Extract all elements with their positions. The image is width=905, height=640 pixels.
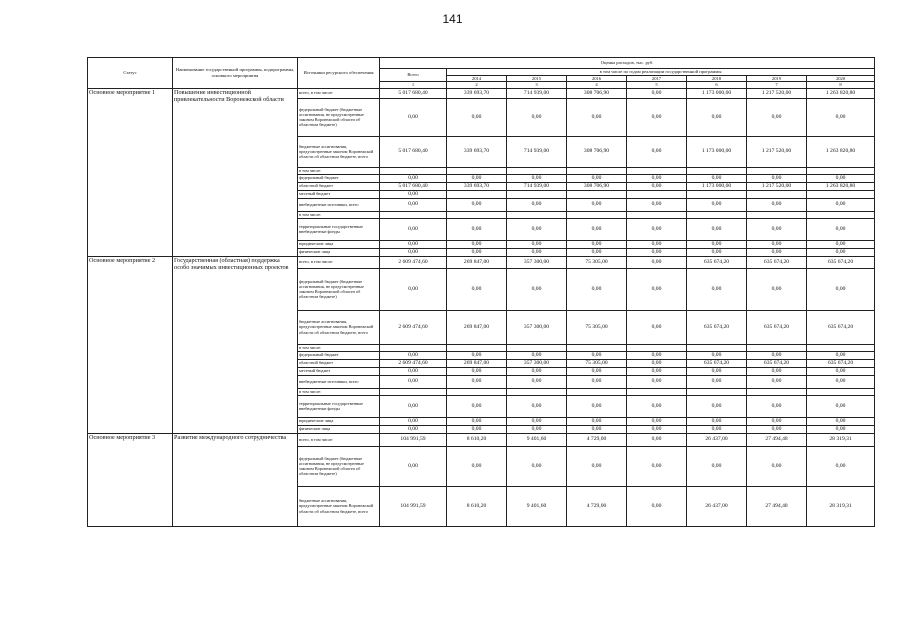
source-cell: внебюджетные источники, всего bbox=[298, 198, 380, 211]
value-cell: 5 017 680,40 bbox=[380, 182, 447, 190]
value-cell: 0,00 bbox=[687, 248, 747, 256]
value-cell bbox=[687, 211, 747, 218]
source-cell: федеральный бюджет bbox=[298, 351, 380, 359]
value-cell: 0,00 bbox=[747, 375, 807, 388]
value-cell: 0,00 bbox=[507, 417, 567, 425]
value-cell bbox=[447, 211, 507, 218]
header-col-number: 5 bbox=[627, 82, 687, 89]
value-cell: 27 494,48 bbox=[747, 486, 807, 526]
value-cell: 0,00 bbox=[807, 351, 875, 359]
value-cell: 0,00 bbox=[507, 218, 567, 240]
value-cell: 0,00 bbox=[747, 198, 807, 211]
value-cell: 0,00 bbox=[627, 351, 687, 359]
value-cell: 9 401,60 bbox=[507, 486, 567, 526]
value-cell: 0,00 bbox=[747, 367, 807, 375]
value-cell: 0,00 bbox=[807, 446, 875, 486]
value-cell: 0,00 bbox=[380, 268, 447, 310]
value-cell: 635 674,20 bbox=[747, 359, 807, 367]
value-cell: 0,00 bbox=[447, 446, 507, 486]
value-cell bbox=[687, 388, 747, 395]
value-cell: 0,00 bbox=[447, 218, 507, 240]
value-cell bbox=[380, 388, 447, 395]
value-cell: 0,00 bbox=[627, 98, 687, 136]
value-cell: 357 300,00 bbox=[507, 359, 567, 367]
source-cell: бюджетные ассигнования, предусмотренные законом Воронежской области об областном бюджете, всего bbox=[298, 310, 380, 344]
header-year: 2014 bbox=[447, 75, 507, 82]
header-by-years: в том числе по годам реализации государственной программы bbox=[447, 69, 875, 76]
source-cell: юридические лица bbox=[298, 417, 380, 425]
value-cell: 0,00 bbox=[627, 136, 687, 167]
header-year: 2016 bbox=[567, 75, 627, 82]
value-cell: 714 939,00 bbox=[507, 88, 567, 98]
value-cell bbox=[380, 344, 447, 351]
value-cell: 308 706,90 bbox=[567, 182, 627, 190]
value-cell bbox=[807, 344, 875, 351]
value-cell: 0,00 bbox=[380, 218, 447, 240]
value-cell: 0,00 bbox=[567, 375, 627, 388]
value-cell: 1 173 000,00 bbox=[687, 136, 747, 167]
value-cell bbox=[807, 190, 875, 198]
value-cell: 0,00 bbox=[380, 446, 447, 486]
value-cell: 26 437,00 bbox=[687, 486, 747, 526]
value-cell: 0,00 bbox=[747, 240, 807, 248]
value-cell: 0,00 bbox=[447, 351, 507, 359]
value-cell: 1 217 520,00 bbox=[747, 136, 807, 167]
value-cell: 0,00 bbox=[687, 98, 747, 136]
value-cell bbox=[627, 388, 687, 395]
value-cell: 0,00 bbox=[807, 198, 875, 211]
value-cell: 0,00 bbox=[567, 198, 627, 211]
header-year: 2020 bbox=[807, 75, 875, 82]
source-cell: юридические лица bbox=[298, 240, 380, 248]
header-row bbox=[88, 58, 875, 69]
value-cell: 308 706,90 bbox=[567, 136, 627, 167]
value-cell: 0,00 bbox=[807, 174, 875, 182]
value-cell: 0,00 bbox=[507, 367, 567, 375]
header-source: Источники ресурсного обеспечения bbox=[298, 58, 380, 89]
value-cell: 0,00 bbox=[507, 248, 567, 256]
source-cell: всего, в том числе: bbox=[298, 88, 380, 98]
source-cell: территориальные государственные внебюджетные фонды bbox=[298, 395, 380, 417]
value-cell: 0,00 bbox=[807, 367, 875, 375]
value-cell: 0,00 bbox=[807, 375, 875, 388]
source-cell: бюджетные ассигнования, предусмотренные законом Воронежской области об областном бюджете, всего bbox=[298, 486, 380, 526]
header-col-number: 2 bbox=[447, 82, 507, 89]
value-cell bbox=[507, 190, 567, 198]
value-cell: 0,00 bbox=[627, 240, 687, 248]
value-cell: 0,00 bbox=[627, 375, 687, 388]
value-cell: 308 706,90 bbox=[567, 88, 627, 98]
value-cell: 0,00 bbox=[507, 425, 567, 433]
value-cell: 0,00 bbox=[627, 359, 687, 367]
value-cell: 0,00 bbox=[627, 425, 687, 433]
value-cell bbox=[807, 388, 875, 395]
value-cell: 1 217 520,00 bbox=[747, 182, 807, 190]
status-cell: Основное мероприятие 2 bbox=[88, 256, 173, 433]
value-cell: 0,00 bbox=[627, 174, 687, 182]
value-cell: 28 319,31 bbox=[807, 433, 875, 446]
value-cell bbox=[687, 190, 747, 198]
value-cell: 0,00 bbox=[380, 98, 447, 136]
value-cell: 2 609 474,60 bbox=[380, 256, 447, 268]
value-cell: 0,00 bbox=[747, 425, 807, 433]
value-cell bbox=[447, 388, 507, 395]
value-cell: 0,00 bbox=[627, 486, 687, 526]
value-cell: 635 674,20 bbox=[747, 256, 807, 268]
value-cell: 635 674,20 bbox=[687, 256, 747, 268]
value-cell: 0,00 bbox=[687, 425, 747, 433]
value-cell: 714 939,00 bbox=[507, 182, 567, 190]
status-cell: Основное мероприятие 3 bbox=[88, 433, 173, 526]
value-cell bbox=[567, 344, 627, 351]
funding-table bbox=[87, 57, 875, 527]
value-cell: 0,00 bbox=[627, 268, 687, 310]
value-cell: 0,00 bbox=[567, 240, 627, 248]
value-cell: 0,00 bbox=[567, 425, 627, 433]
value-cell: 0,00 bbox=[380, 351, 447, 359]
value-cell: 2 609 474,60 bbox=[380, 359, 447, 367]
value-cell: 1 263 820,80 bbox=[807, 182, 875, 190]
source-cell: областной бюджет bbox=[298, 359, 380, 367]
value-cell: 0,00 bbox=[627, 367, 687, 375]
value-cell: 8 610,20 bbox=[447, 486, 507, 526]
value-cell: 0,00 bbox=[380, 248, 447, 256]
table-row bbox=[88, 433, 875, 446]
value-cell: 0,00 bbox=[507, 240, 567, 248]
value-cell: 0,00 bbox=[507, 268, 567, 310]
value-cell: 0,00 bbox=[687, 367, 747, 375]
value-cell: 0,00 bbox=[507, 446, 567, 486]
header-total: Всего bbox=[380, 69, 447, 82]
value-cell bbox=[747, 211, 807, 218]
value-cell bbox=[507, 388, 567, 395]
value-cell: 1 173 000,00 bbox=[687, 88, 747, 98]
value-cell: 0,00 bbox=[747, 98, 807, 136]
value-cell: 75 305,00 bbox=[567, 256, 627, 268]
value-cell: 0,00 bbox=[447, 198, 507, 211]
value-cell: 0,00 bbox=[380, 367, 447, 375]
value-cell: 0,00 bbox=[567, 417, 627, 425]
value-cell: 0,00 bbox=[807, 218, 875, 240]
source-cell: физические лица bbox=[298, 425, 380, 433]
value-cell: 0,00 bbox=[627, 417, 687, 425]
value-cell: 635 674,20 bbox=[807, 359, 875, 367]
value-cell: 635 674,20 bbox=[747, 310, 807, 344]
header-estimate: Оценка расходов, тыс. руб. bbox=[380, 58, 875, 69]
value-cell bbox=[380, 167, 447, 174]
value-cell: 0,00 bbox=[567, 268, 627, 310]
value-cell: 0,00 bbox=[627, 395, 687, 417]
value-cell: 0,00 bbox=[687, 240, 747, 248]
value-cell: 0,00 bbox=[747, 218, 807, 240]
value-cell: 0,00 bbox=[447, 375, 507, 388]
value-cell: 0,00 bbox=[447, 425, 507, 433]
value-cell: 0,00 bbox=[627, 310, 687, 344]
value-cell bbox=[567, 388, 627, 395]
value-cell: 0,00 bbox=[807, 425, 875, 433]
value-cell: 0,00 bbox=[687, 446, 747, 486]
value-cell bbox=[567, 190, 627, 198]
value-cell bbox=[747, 167, 807, 174]
value-cell bbox=[807, 211, 875, 218]
value-cell: 104 991,59 bbox=[380, 486, 447, 526]
value-cell bbox=[507, 167, 567, 174]
header-col-number: 4 bbox=[567, 82, 627, 89]
value-cell: 0,00 bbox=[380, 417, 447, 425]
value-cell bbox=[747, 344, 807, 351]
value-cell: 0,00 bbox=[380, 395, 447, 417]
value-cell: 0,00 bbox=[447, 268, 507, 310]
value-cell bbox=[627, 167, 687, 174]
value-cell: 0,00 bbox=[447, 240, 507, 248]
value-cell: 0,00 bbox=[807, 98, 875, 136]
value-cell: 8 610,20 bbox=[447, 433, 507, 446]
value-cell: 339 693,70 bbox=[447, 182, 507, 190]
source-cell: федеральный бюджет (бюджетные ассигнования, не предусмотренные законом Воронежской области об областном бюджете) bbox=[298, 98, 380, 136]
value-cell bbox=[687, 344, 747, 351]
value-cell: 0,00 bbox=[807, 248, 875, 256]
value-cell bbox=[567, 211, 627, 218]
value-cell: 0,00 bbox=[807, 268, 875, 310]
source-cell: бюджетные ассигнования, предусмотренные законом Воронежской области об областном бюджете, всего bbox=[298, 136, 380, 167]
name-cell: Государственная (областная) поддержка особо значимых инвестиционных проектов bbox=[173, 256, 298, 433]
value-cell: 0,00 bbox=[747, 248, 807, 256]
header-col-number: 1 bbox=[380, 82, 447, 89]
value-cell: 0,00 bbox=[507, 375, 567, 388]
source-cell: местный бюджет bbox=[298, 367, 380, 375]
value-cell: 269 847,00 bbox=[447, 310, 507, 344]
value-cell bbox=[747, 190, 807, 198]
value-cell: 104 991,59 bbox=[380, 433, 447, 446]
source-cell: в том числе: bbox=[298, 211, 380, 218]
value-cell: 0,00 bbox=[567, 395, 627, 417]
value-cell: 0,00 bbox=[687, 351, 747, 359]
header-col-number: 7 bbox=[747, 82, 807, 89]
value-cell: 0,00 bbox=[447, 367, 507, 375]
value-cell: 0,00 bbox=[567, 174, 627, 182]
value-cell: 0,00 bbox=[507, 174, 567, 182]
value-cell: 0,00 bbox=[567, 248, 627, 256]
value-cell: 0,00 bbox=[687, 417, 747, 425]
value-cell: 0,00 bbox=[627, 88, 687, 98]
value-cell: 0,00 bbox=[687, 268, 747, 310]
value-cell: 1 173 000,00 bbox=[687, 182, 747, 190]
value-cell: 4 729,00 bbox=[567, 486, 627, 526]
value-cell: 0,00 bbox=[380, 174, 447, 182]
value-cell: 0,00 bbox=[687, 198, 747, 211]
value-cell: 28 319,31 bbox=[807, 486, 875, 526]
source-cell: всего, в том числе: bbox=[298, 256, 380, 268]
header-year: 2017 bbox=[627, 75, 687, 82]
name-cell: Повышение инвестиционной привлекательности Воронежской области bbox=[173, 88, 298, 256]
value-cell: 269 847,00 bbox=[447, 256, 507, 268]
value-cell: 0,00 bbox=[627, 198, 687, 211]
value-cell: 1 217 520,00 bbox=[747, 88, 807, 98]
source-cell: федеральный бюджет (бюджетные ассигнования, не предусмотренные законом Воронежской области об областном бюджете) bbox=[298, 446, 380, 486]
value-cell: 0,00 bbox=[807, 417, 875, 425]
value-cell: 0,00 bbox=[380, 198, 447, 211]
source-cell: в том числе: bbox=[298, 344, 380, 351]
table-row bbox=[88, 88, 875, 98]
value-cell bbox=[567, 167, 627, 174]
value-cell bbox=[447, 167, 507, 174]
header-year: 2019 bbox=[747, 75, 807, 82]
value-cell: 0,00 bbox=[747, 417, 807, 425]
value-cell: 0,00 bbox=[747, 351, 807, 359]
value-cell bbox=[447, 190, 507, 198]
value-cell: 5 017 680,40 bbox=[380, 88, 447, 98]
value-cell: 27 494,48 bbox=[747, 433, 807, 446]
value-cell: 5 017 680,40 bbox=[380, 136, 447, 167]
value-cell: 0,00 bbox=[447, 248, 507, 256]
value-cell bbox=[507, 344, 567, 351]
value-cell: 0,00 bbox=[447, 417, 507, 425]
value-cell bbox=[507, 211, 567, 218]
header-year: 2018 bbox=[687, 75, 747, 82]
value-cell: 0,00 bbox=[567, 446, 627, 486]
source-cell: территориальные государственные внебюджетные фонды bbox=[298, 218, 380, 240]
value-cell: 0,00 bbox=[807, 240, 875, 248]
value-cell: 0,00 bbox=[807, 395, 875, 417]
value-cell: 0,00 bbox=[627, 433, 687, 446]
name-cell: Развитие международного сотрудничества bbox=[173, 433, 298, 526]
value-cell: 0,00 bbox=[447, 174, 507, 182]
value-cell: 75 305,00 bbox=[567, 310, 627, 344]
source-cell: физические лица bbox=[298, 248, 380, 256]
header-status: Статус bbox=[88, 58, 173, 89]
value-cell: 0,00 bbox=[380, 425, 447, 433]
header-name: Наименование государственной программы, подпрограммы, основного мероприятия bbox=[173, 58, 298, 89]
value-cell: 714 939,00 bbox=[507, 136, 567, 167]
value-cell: 339 693,70 bbox=[447, 136, 507, 167]
value-cell: 0,00 bbox=[507, 198, 567, 211]
page-number: 141 bbox=[442, 12, 463, 26]
value-cell: 0,00 bbox=[687, 395, 747, 417]
value-cell: 2 609 474,60 bbox=[380, 310, 447, 344]
source-cell: в том числе: bbox=[298, 167, 380, 174]
header-col-number: 3 bbox=[507, 82, 567, 89]
value-cell bbox=[447, 344, 507, 351]
header-year: 2015 bbox=[507, 75, 567, 82]
source-cell: федеральный бюджет (бюджетные ассигнования, не предусмотренные законом Воронежской области об областном бюджете) bbox=[298, 268, 380, 310]
value-cell: 635 674,20 bbox=[807, 310, 875, 344]
value-cell: 635 674,20 bbox=[687, 310, 747, 344]
value-cell: 0,00 bbox=[627, 446, 687, 486]
status-cell: Основное мероприятие 1 bbox=[88, 88, 173, 256]
value-cell: 0,00 bbox=[507, 98, 567, 136]
source-cell: областной бюджет bbox=[298, 182, 380, 190]
value-cell: 4 729,00 bbox=[567, 433, 627, 446]
value-cell bbox=[687, 167, 747, 174]
value-cell: 0,00 bbox=[627, 218, 687, 240]
value-cell: 0,00 bbox=[747, 395, 807, 417]
value-cell: 0,00 bbox=[507, 395, 567, 417]
value-cell: 0,00 bbox=[747, 446, 807, 486]
value-cell bbox=[807, 167, 875, 174]
table-row bbox=[88, 256, 875, 268]
value-cell: 269 847,00 bbox=[447, 359, 507, 367]
value-cell: 0,00 bbox=[447, 395, 507, 417]
value-cell: 0,00 bbox=[447, 98, 507, 136]
value-cell bbox=[627, 211, 687, 218]
value-cell bbox=[627, 344, 687, 351]
value-cell: 0,00 bbox=[687, 174, 747, 182]
value-cell: 26 437,00 bbox=[687, 433, 747, 446]
value-cell bbox=[380, 211, 447, 218]
value-cell bbox=[627, 190, 687, 198]
value-cell: 0,00 bbox=[507, 351, 567, 359]
value-cell: 0,00 bbox=[747, 268, 807, 310]
value-cell: 0,00 bbox=[627, 248, 687, 256]
value-cell: 75 305,00 bbox=[567, 359, 627, 367]
value-cell: 635 674,20 bbox=[687, 359, 747, 367]
value-cell: 0,00 bbox=[380, 190, 447, 198]
value-cell: 0,00 bbox=[687, 375, 747, 388]
value-cell: 0,00 bbox=[380, 375, 447, 388]
source-cell: в том числе: bbox=[298, 388, 380, 395]
value-cell: 357 300,00 bbox=[507, 310, 567, 344]
source-cell: внебюджетные источники, всего bbox=[298, 375, 380, 388]
value-cell: 635 674,20 bbox=[807, 256, 875, 268]
header-col-number: 8 bbox=[807, 82, 875, 89]
value-cell: 0,00 bbox=[567, 218, 627, 240]
source-cell: всего, в том числе: bbox=[298, 433, 380, 446]
value-cell bbox=[747, 388, 807, 395]
value-cell: 0,00 bbox=[627, 256, 687, 268]
value-cell: 0,00 bbox=[567, 351, 627, 359]
value-cell: 0,00 bbox=[687, 218, 747, 240]
value-cell: 1 263 820,80 bbox=[807, 136, 875, 167]
value-cell: 0,00 bbox=[747, 174, 807, 182]
value-cell: 0,00 bbox=[567, 367, 627, 375]
value-cell: 0,00 bbox=[627, 182, 687, 190]
value-cell: 339 693,70 bbox=[447, 88, 507, 98]
source-cell: федеральный бюджет bbox=[298, 174, 380, 182]
value-cell: 357 300,00 bbox=[507, 256, 567, 268]
value-cell: 1 263 820,80 bbox=[807, 88, 875, 98]
value-cell: 0,00 bbox=[567, 98, 627, 136]
header-col-number: 6 bbox=[687, 82, 747, 89]
value-cell: 0,00 bbox=[380, 240, 447, 248]
source-cell: местный бюджет bbox=[298, 190, 380, 198]
value-cell: 9 401,60 bbox=[507, 433, 567, 446]
